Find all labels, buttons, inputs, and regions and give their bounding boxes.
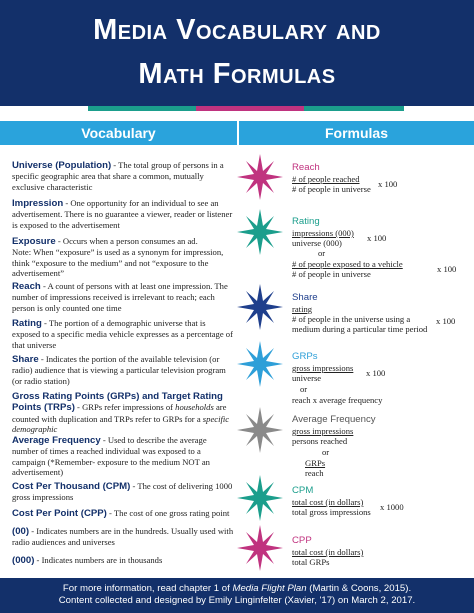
footer: [0, 578, 474, 613]
title-banner: [0, 0, 474, 106]
vocab-term: (000): [12, 555, 35, 566]
vocab-term: Reach: [12, 281, 41, 292]
avg-freq-or: or: [322, 447, 330, 457]
title-line-2: Math Formulas: [138, 58, 336, 90]
vocab-term: Cost Per Thousand (CPM): [12, 481, 131, 492]
vocab-note: Note: When “exposure” is used as a synonym for impression, think “exposure to the medium” and not “exposure to the advertisement”: [12, 247, 224, 279]
accent-stripe-teal-right: [304, 106, 404, 111]
vocab-item-reach: [12, 281, 234, 313]
grps-alternative: reach x average frequency: [292, 395, 383, 405]
vocab-item-hundreds: [12, 526, 234, 548]
avg-freq-numerator-2: GRPs: [305, 458, 326, 468]
vocab-definition: - Used to describe the average number of times a reached individual was exposed to a campaign (*Remember- exposure to the medium NOT an advertisement): [12, 435, 210, 478]
cpp-numerator: total cost (in dollars): [292, 547, 364, 557]
vocab-term: Exposure: [12, 236, 56, 247]
share-denominator: # of people in the universe using a medium during a particular time period: [292, 314, 428, 334]
vocab-item-rating: [12, 318, 234, 350]
accent-stripe-teal-left: [88, 106, 196, 111]
cpm-numerator: total cost (in dollars): [292, 497, 364, 507]
star-icon-rating: [236, 208, 284, 256]
vocab-definition: - Indicates the portion of the available television (or radio) audience that is viewing a particular television program (or radio station): [12, 354, 226, 386]
share-numerator: rating: [292, 304, 313, 314]
rating-or: or: [318, 248, 326, 258]
vocab-definition: - The portion of a demographic universe that is exposed to a specific media vehicle expresses as a percentage of that universe: [12, 318, 233, 350]
vocab-definition: - One opportunity for an individual to see an advertisement. There is no guarantee a viewer, reader or listener is exposed to the advertisement: [12, 198, 233, 230]
reach-denominator: # of people in universe: [292, 184, 371, 194]
vocab-term: Cost Per Point (CPP): [12, 508, 107, 519]
vocab-item-average-frequency: [12, 435, 234, 478]
formula-name-grps: GRPs: [292, 351, 318, 362]
vocab-item-cpm: [12, 481, 234, 503]
grps-or: or: [300, 384, 308, 394]
vocab-term: Universe (Population): [12, 160, 112, 171]
vocab-term: (00): [12, 526, 30, 537]
formula-name-average-frequency: Average Frequency: [292, 414, 376, 425]
formulas-heading: Formulas: [239, 121, 474, 145]
star-icon-grps: [236, 340, 284, 388]
footer-line-1: [0, 583, 474, 595]
cpm-multiplier: x 1000: [380, 502, 404, 512]
rating-multiplier-1: x 100: [367, 233, 387, 243]
avg-freq-denominator-2: reach: [305, 468, 324, 478]
accent-stripe-magenta: [196, 106, 304, 111]
vocab-definition: - Occurs when a person consumes an ad.: [55, 236, 198, 246]
vocab-item-universe: [12, 160, 234, 192]
vocab-item-share: [12, 354, 234, 386]
vocab-item-impression: [12, 198, 234, 230]
formula-name-reach: Reach: [292, 162, 320, 173]
share-multiplier: x 100: [436, 316, 456, 326]
cpp-denominator: total GRPs: [292, 557, 330, 567]
footer-text: (Martin & Coons, 2015).: [306, 583, 412, 594]
vocab-definition: - Indicates numbers are in the hundreds. Usually used with radio audiences and universes: [12, 526, 234, 548]
vocab-definition: - The total group of persons in a specific geographic area that share a common, mutually exclusive characteristic: [12, 160, 224, 192]
star-icon-share: [236, 283, 284, 331]
vocab-term: Share: [12, 354, 39, 365]
vocab-definition: - The cost of one gross rating point: [106, 508, 230, 518]
grps-denominator: universe: [292, 373, 322, 383]
formula-name-cpp: CPP: [292, 535, 312, 546]
reach-multiplier: x 100: [378, 179, 398, 189]
footer-line-2: Content collected and designed by Emily Linginfelter (Xavier, '17) on March 2, 2017.: [58, 595, 416, 606]
vocab-term: Rating: [12, 318, 42, 329]
rating-denominator-1: universe (000): [292, 238, 342, 248]
rating-numerator-2: # of people exposed to a vehicle: [292, 259, 403, 269]
reach-numerator: # of people reached: [292, 174, 360, 184]
vocab-item-grps-trps: [12, 391, 234, 435]
star-icon-reach: [236, 153, 284, 201]
star-icon-cpm: [236, 474, 284, 522]
vocabulary-heading: Vocabulary: [0, 121, 237, 145]
vocab-item-cpp: [12, 508, 234, 519]
vocab-item-exposure: [12, 236, 234, 279]
grps-numerator: gross impressions: [292, 363, 354, 373]
vocab-definition: - Indicates numbers are in thousands: [34, 555, 163, 565]
formula-name-share: Share: [292, 292, 318, 303]
vocab-definition: are counted with duplication and TRPs refer to GRPs for a: [12, 402, 227, 424]
star-icon-cpp: [236, 524, 284, 572]
formula-name-rating: Rating: [292, 216, 320, 227]
vocab-term: Gross Rating Points (GRPs) and Target Rating Points (TRPs): [12, 391, 223, 414]
formula-name-cpm: CPM: [292, 485, 314, 496]
book-title: Media Flight Plan: [232, 583, 307, 594]
cpm-denominator: total gross impressions: [292, 507, 371, 517]
star-icon-average-frequency: [236, 406, 284, 454]
vocab-definition-italic: households: [175, 402, 214, 413]
grps-multiplier: x 100: [366, 368, 386, 378]
vocab-item-thousands: [12, 555, 234, 566]
title-line-1: Media Vocabulary and: [93, 14, 381, 46]
vocab-definition: - GRPs refer impressions of: [74, 402, 176, 413]
rating-multiplier-2: x 100: [437, 264, 457, 274]
footer-text: For more information, read chapter 1 of: [62, 583, 233, 594]
vocab-definition: - A count of persons with at least one impression. The number of impressions received is irrelevant to reach; each person is only counted one time: [12, 281, 228, 313]
avg-freq-denominator-1: persons reached: [292, 436, 348, 446]
vocab-definition-italic: specific demographic: [12, 413, 230, 435]
rating-numerator-1: impressions (000): [292, 228, 354, 238]
vocab-term: Average Frequency: [12, 435, 101, 446]
vocab-definition: - The cost of delivering 1000 gross impressions: [12, 481, 233, 503]
avg-freq-numerator-1: gross impressions: [292, 426, 354, 436]
vocab-term: Impression: [12, 198, 64, 209]
rating-denominator-2: # of people in universe: [292, 269, 371, 279]
